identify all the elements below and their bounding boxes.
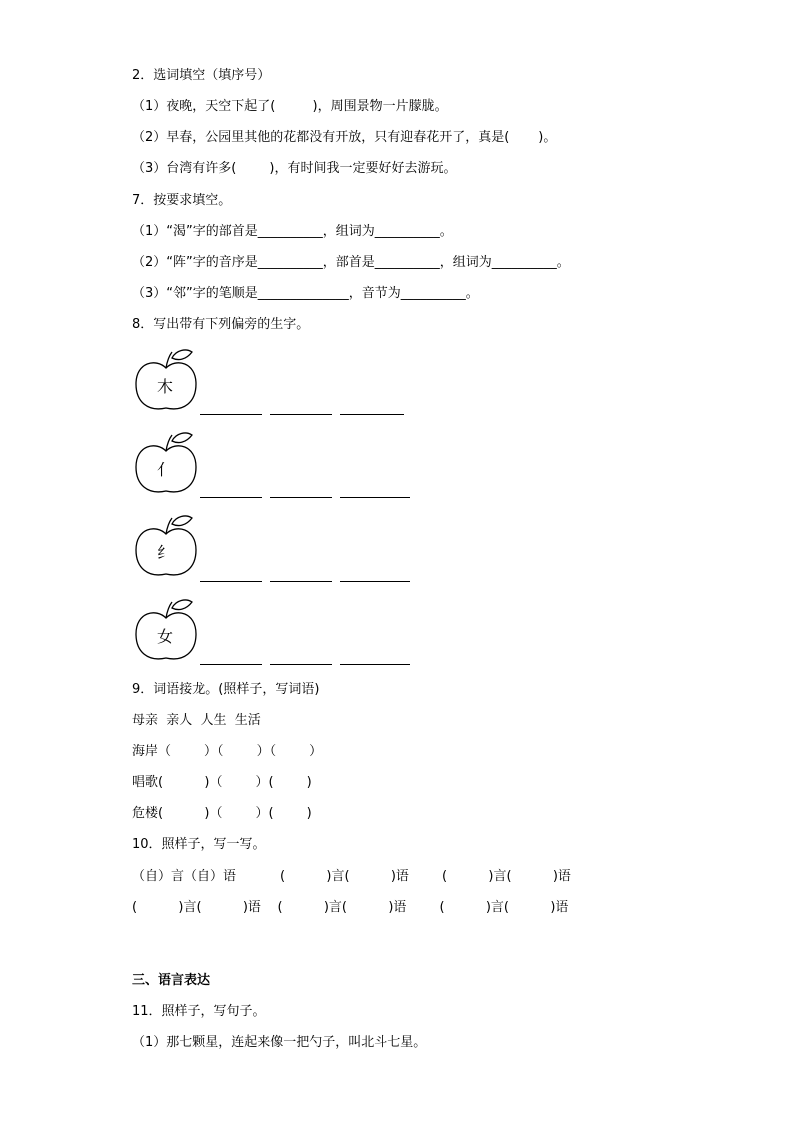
apple-icon [132, 596, 202, 666]
question-9-row-1: 海岸（ ）（ ）（ ） [132, 744, 323, 759]
answer-blank[interactable] [340, 581, 410, 582]
apple-icon [132, 512, 202, 582]
question-7-title: 7．按要求填空。 [132, 193, 232, 208]
apple-icon [132, 429, 202, 499]
radical-char: 纟 [156, 543, 174, 562]
question-7-item-2: （2）“阵”字的音序是__________，部首是__________，组词为__________。 [132, 255, 570, 270]
answer-blank[interactable] [270, 581, 332, 582]
question-7-item-1: （1）“渴”字的部首是__________，组词为__________。 [132, 224, 453, 239]
answer-blank[interactable] [200, 581, 262, 582]
question-9-row-2: 唱歌( )（ ）( ) [132, 775, 312, 790]
question-9-row-3: 危楼( )（ ）( ) [132, 806, 312, 821]
answer-blank[interactable] [200, 664, 262, 665]
question-10-row-2: ( )言( )语 ( )言( )语 ( )言( )语 [132, 900, 569, 915]
question-2-item-1: （1）夜晚，天空下起了( )，周围景物一片朦胧。 [132, 99, 448, 114]
answer-blank[interactable] [200, 497, 262, 498]
question-10-title: 10．照样子，写一写。 [132, 837, 266, 852]
question-8-title: 8．写出带有下列偏旁的生字。 [132, 317, 310, 332]
question-10-row-1: ( )言( )语 ( )言( )语 [280, 869, 571, 884]
question-2-item-3: （3）台湾有许多( )，有时间我一定要好好去游玩。 [132, 161, 457, 176]
question-11-title: 11．照样子，写句子。 [132, 1004, 266, 1019]
answer-blank[interactable] [200, 414, 262, 415]
answer-blank[interactable] [270, 497, 332, 498]
question-9-title: 9．词语接龙。(照样子，写词语) [132, 682, 320, 697]
question-2-item-2: （2）早春，公园里其他的花都没有开放，只有迎春花开了，真是( )。 [132, 130, 557, 145]
section-3-heading: 三、语言表达 [132, 973, 211, 988]
question-11-item-1: （1）那七颗星，连起来像一把勺子，叫北斗七星。 [132, 1035, 427, 1050]
question-2-title: 2．选词填空（填序号） [132, 68, 271, 83]
radical-char: 亻 [156, 460, 174, 479]
question-10-example: （自）言（自）语 [132, 869, 237, 884]
answer-blank[interactable] [270, 664, 332, 665]
answer-blank[interactable] [340, 497, 410, 498]
question-7-item-3: （3）“邻”字的笔顺是______________，音节为__________。 [132, 286, 479, 301]
answer-blank[interactable] [340, 664, 410, 665]
radical-char: 女 [156, 627, 174, 646]
radical-char: 木 [156, 377, 174, 396]
apple-icon [132, 346, 202, 416]
answer-blank[interactable] [270, 414, 332, 415]
answer-blank[interactable] [340, 414, 404, 415]
question-9-example: 母亲 亲人 人生 生活 [132, 713, 261, 728]
